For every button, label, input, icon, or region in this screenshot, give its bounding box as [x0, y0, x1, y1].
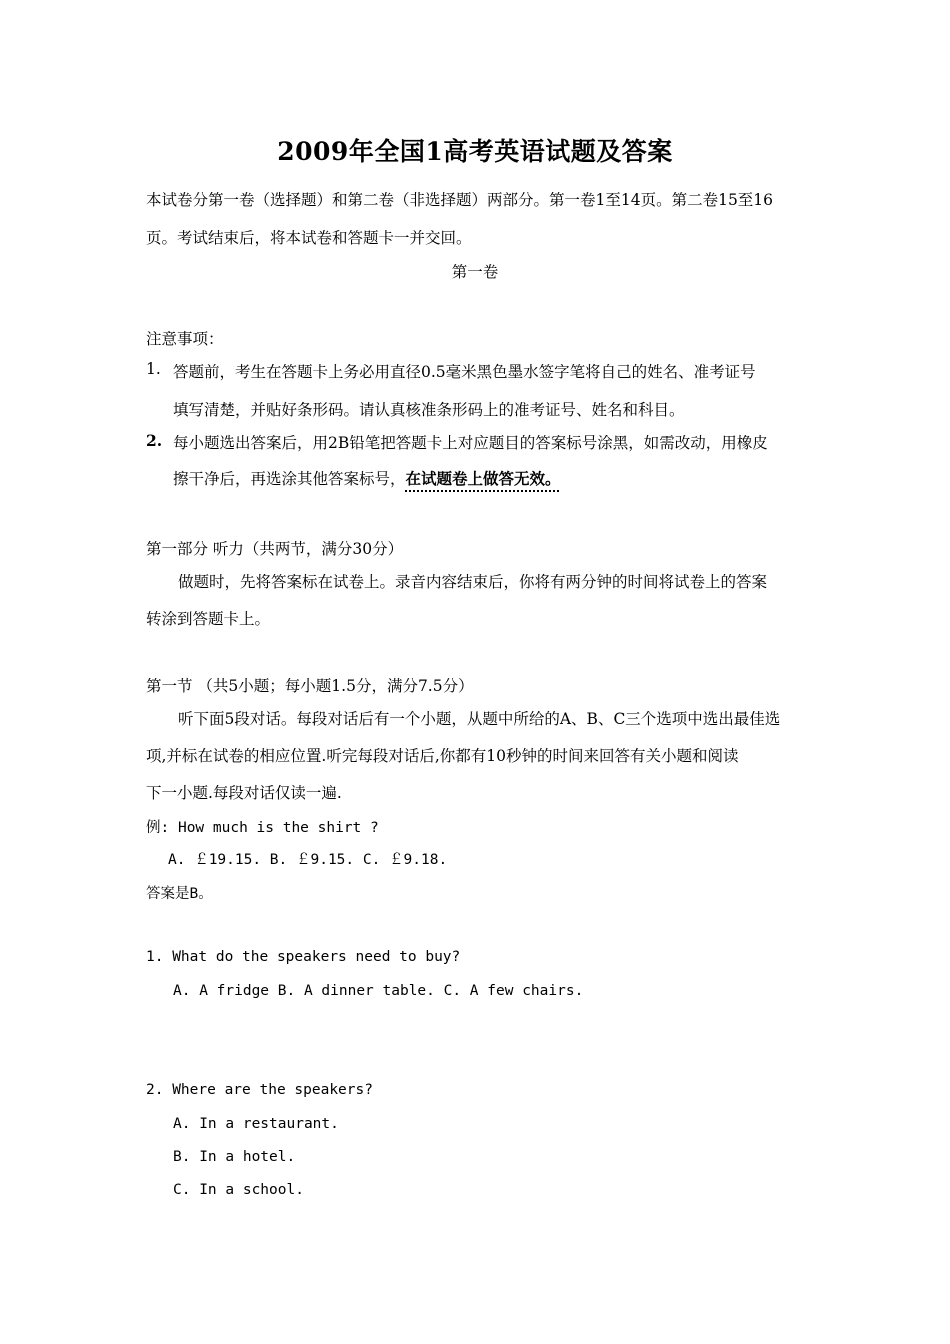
volume-title: 第一卷: [451, 263, 499, 281]
note-item-2-number: 2.: [146, 431, 163, 450]
note-item-2-line-2-plain: 擦干净后，再选涂其他答案标号，: [173, 470, 406, 488]
intro-line-1: 本试卷分第一卷（选择题）和第二卷（非选择题）两部分。第一卷1至14页。第二卷15至16: [146, 191, 774, 209]
part1-instruction-line-1: 做题时，先将答案标在试卷上。录音内容结束后，你将有两分钟的时间将试卷上的答案: [178, 573, 768, 591]
intro-line-2: 页。考试结束后，将本试卷和答题卡一并交回。: [146, 229, 472, 247]
part1-instruction-line-2: 转涂到答题卡上。: [146, 610, 271, 628]
question-1-stem: 1. What do the speakers need to buy?: [146, 949, 461, 965]
question-2-option-c: C. In a school.: [173, 1182, 304, 1198]
note-item-1-number: 1.: [146, 360, 161, 378]
section1-instruction-line-3: 下一小题.每段对话仅读一遍.: [146, 784, 342, 802]
section1-heading: 第一节 （共5小题；每小题1.5分，满分7.5分）: [146, 677, 474, 695]
note-item-1-line-1: 答题前，考生在答题卡上务必用直径0.5毫米黑色墨水签字笔将自己的姓名、准考证号: [173, 363, 756, 381]
notes-heading: 注意事项：: [146, 330, 224, 348]
example-question: 例: How much is the shirt ?: [146, 820, 379, 836]
note-item-2-emphasis: 在试题卷上做答无效。: [405, 470, 561, 488]
question-2-stem: 2. Where are the speakers?: [146, 1082, 373, 1098]
section1-instruction-line-2: 项,并标在试卷的相应位置.听完每段对话后,你都有10秒钟的时间来回答有关小题和阅读: [146, 747, 739, 765]
question-2-option-a: A. In a restaurant.: [173, 1116, 339, 1132]
section1-instruction-line-1: 听下面5段对话。每段对话后有一个小题，从题中所给的A、B、C三个选项中选出最佳选: [178, 710, 781, 728]
note-item-2-line-1: 每小题选出答案后，用2B铅笔把答题卡上对应题目的答案标号涂黑，如需改动，用橡皮: [173, 434, 768, 452]
note-item-2-line-2: [173, 467, 561, 489]
question-2-option-b: B. In a hotel.: [173, 1149, 296, 1165]
page-title: 2009年全国1高考英语试题及答案: [277, 137, 673, 166]
part1-heading: 第一部分 听力（共两节，满分30分）: [146, 540, 404, 558]
example-options: A. ￡19.15. B. ￡9.15. C. ￡9.18.: [168, 852, 448, 868]
example-answer: 答案是B。: [146, 886, 213, 902]
question-1-options: A. A fridge B. A dinner table. C. A few chairs.: [173, 983, 584, 999]
note-item-1-line-2: 填写清楚，并贴好条形码。请认真核准条形码上的准考证号、姓名和科目。: [173, 401, 685, 419]
